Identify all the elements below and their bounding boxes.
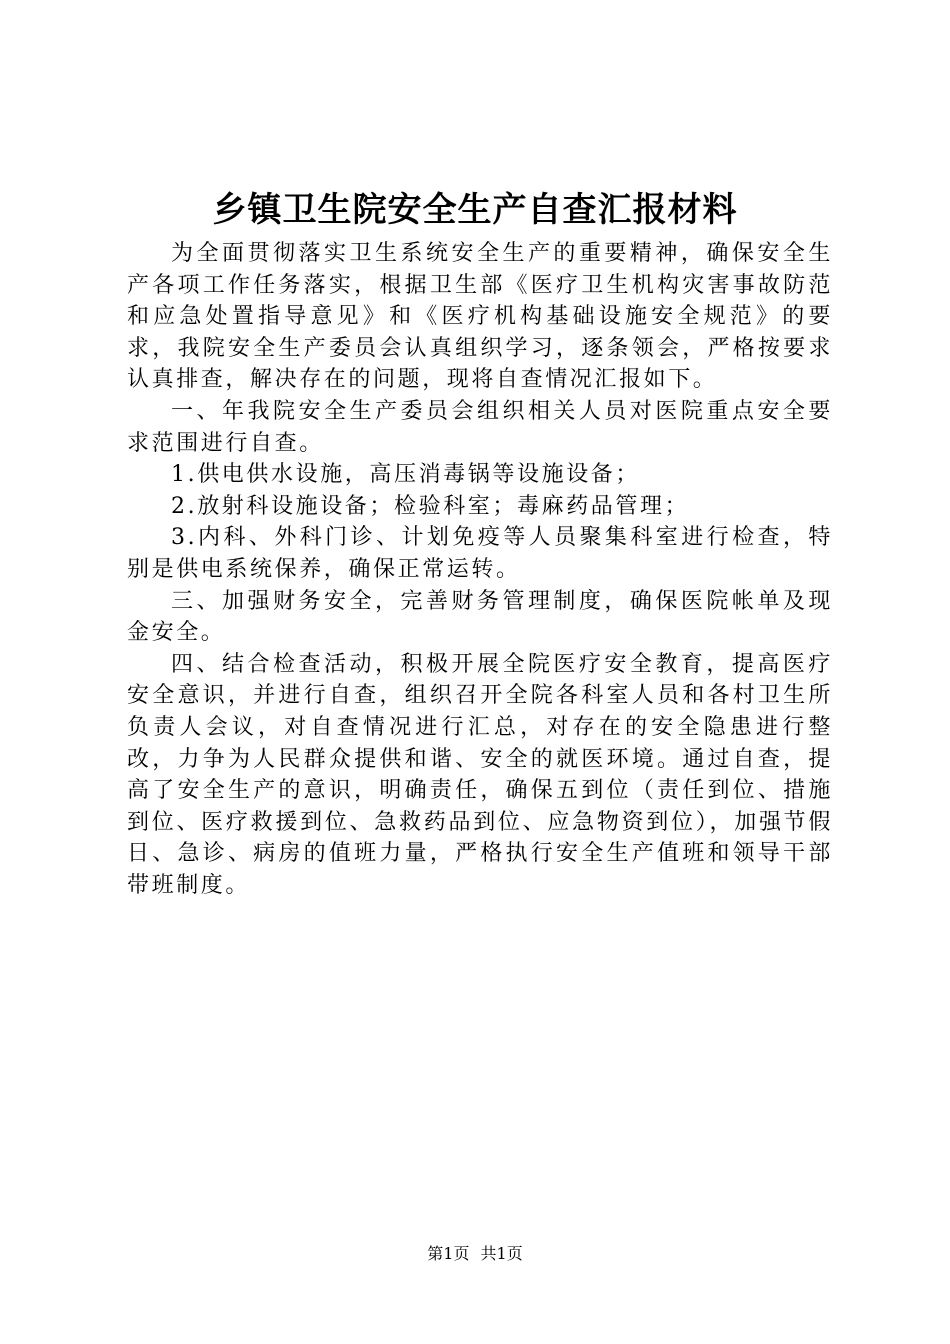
- paragraph-intro: 为全面贯彻落实卫生系统安全生产的重要精神，确保安全生产各项工作任务落实，根据卫生部《医疗卫生机构灾害事故防范和应急处置指导意见》和《医疗机构基础设施安全规范》的要求，我院安全生产委员会认真组织学习，逐条领会，严格按要求认真排查，解决存在的问题，现将自查情况汇报如下。: [127, 241, 833, 393]
- paragraph-section-4: 四、结合检查活动，积极开展全院医疗安全教育，提高医疗安全意识，并进行自查，组织召开全院各科室人员和各村卫生所负责人会议，对自查情况进行汇总，对存在的安全隐患进行整改，力争为人民群众提供和谐、安全的就医环境。通过自查，提高了安全生产的意识，明确责任，确保五到位（责任到位、措施到位、医疗救援到位、急救药品到位、应急物资到位），加强节假日、急诊、病房的值班力量，严格执行安全生产值班和领导干部带班制度。: [127, 651, 833, 898]
- paragraph-section-1: 一、年我院安全生产委员会组织相关人员对医院重点安全要求范围进行自查。: [127, 398, 833, 456]
- paragraph-item-3: 3.内科、外科门诊、计划免疫等人员聚集科室进行检查，特别是供电系统保养，确保正常运转。: [127, 525, 833, 582]
- document-title: 乡镇卫生院安全生产自查汇报材料: [212, 190, 738, 230]
- paragraph-section-3: 三、加强财务安全，完善财务管理制度，确保医院帐单及现金安全。: [127, 588, 833, 646]
- paragraph-item-1: 1.供电供水设施，高压消毒锅等设施设备；: [171, 462, 640, 488]
- page-total: 共1页: [480, 1244, 523, 1263]
- page-number: 第1页: [427, 1244, 470, 1263]
- document-body: [127, 238, 833, 901]
- paragraph-item-2: 2.放射科设施设备；检验科室；毒麻药品管理；: [171, 493, 690, 519]
- page-footer: [0, 1243, 950, 1265]
